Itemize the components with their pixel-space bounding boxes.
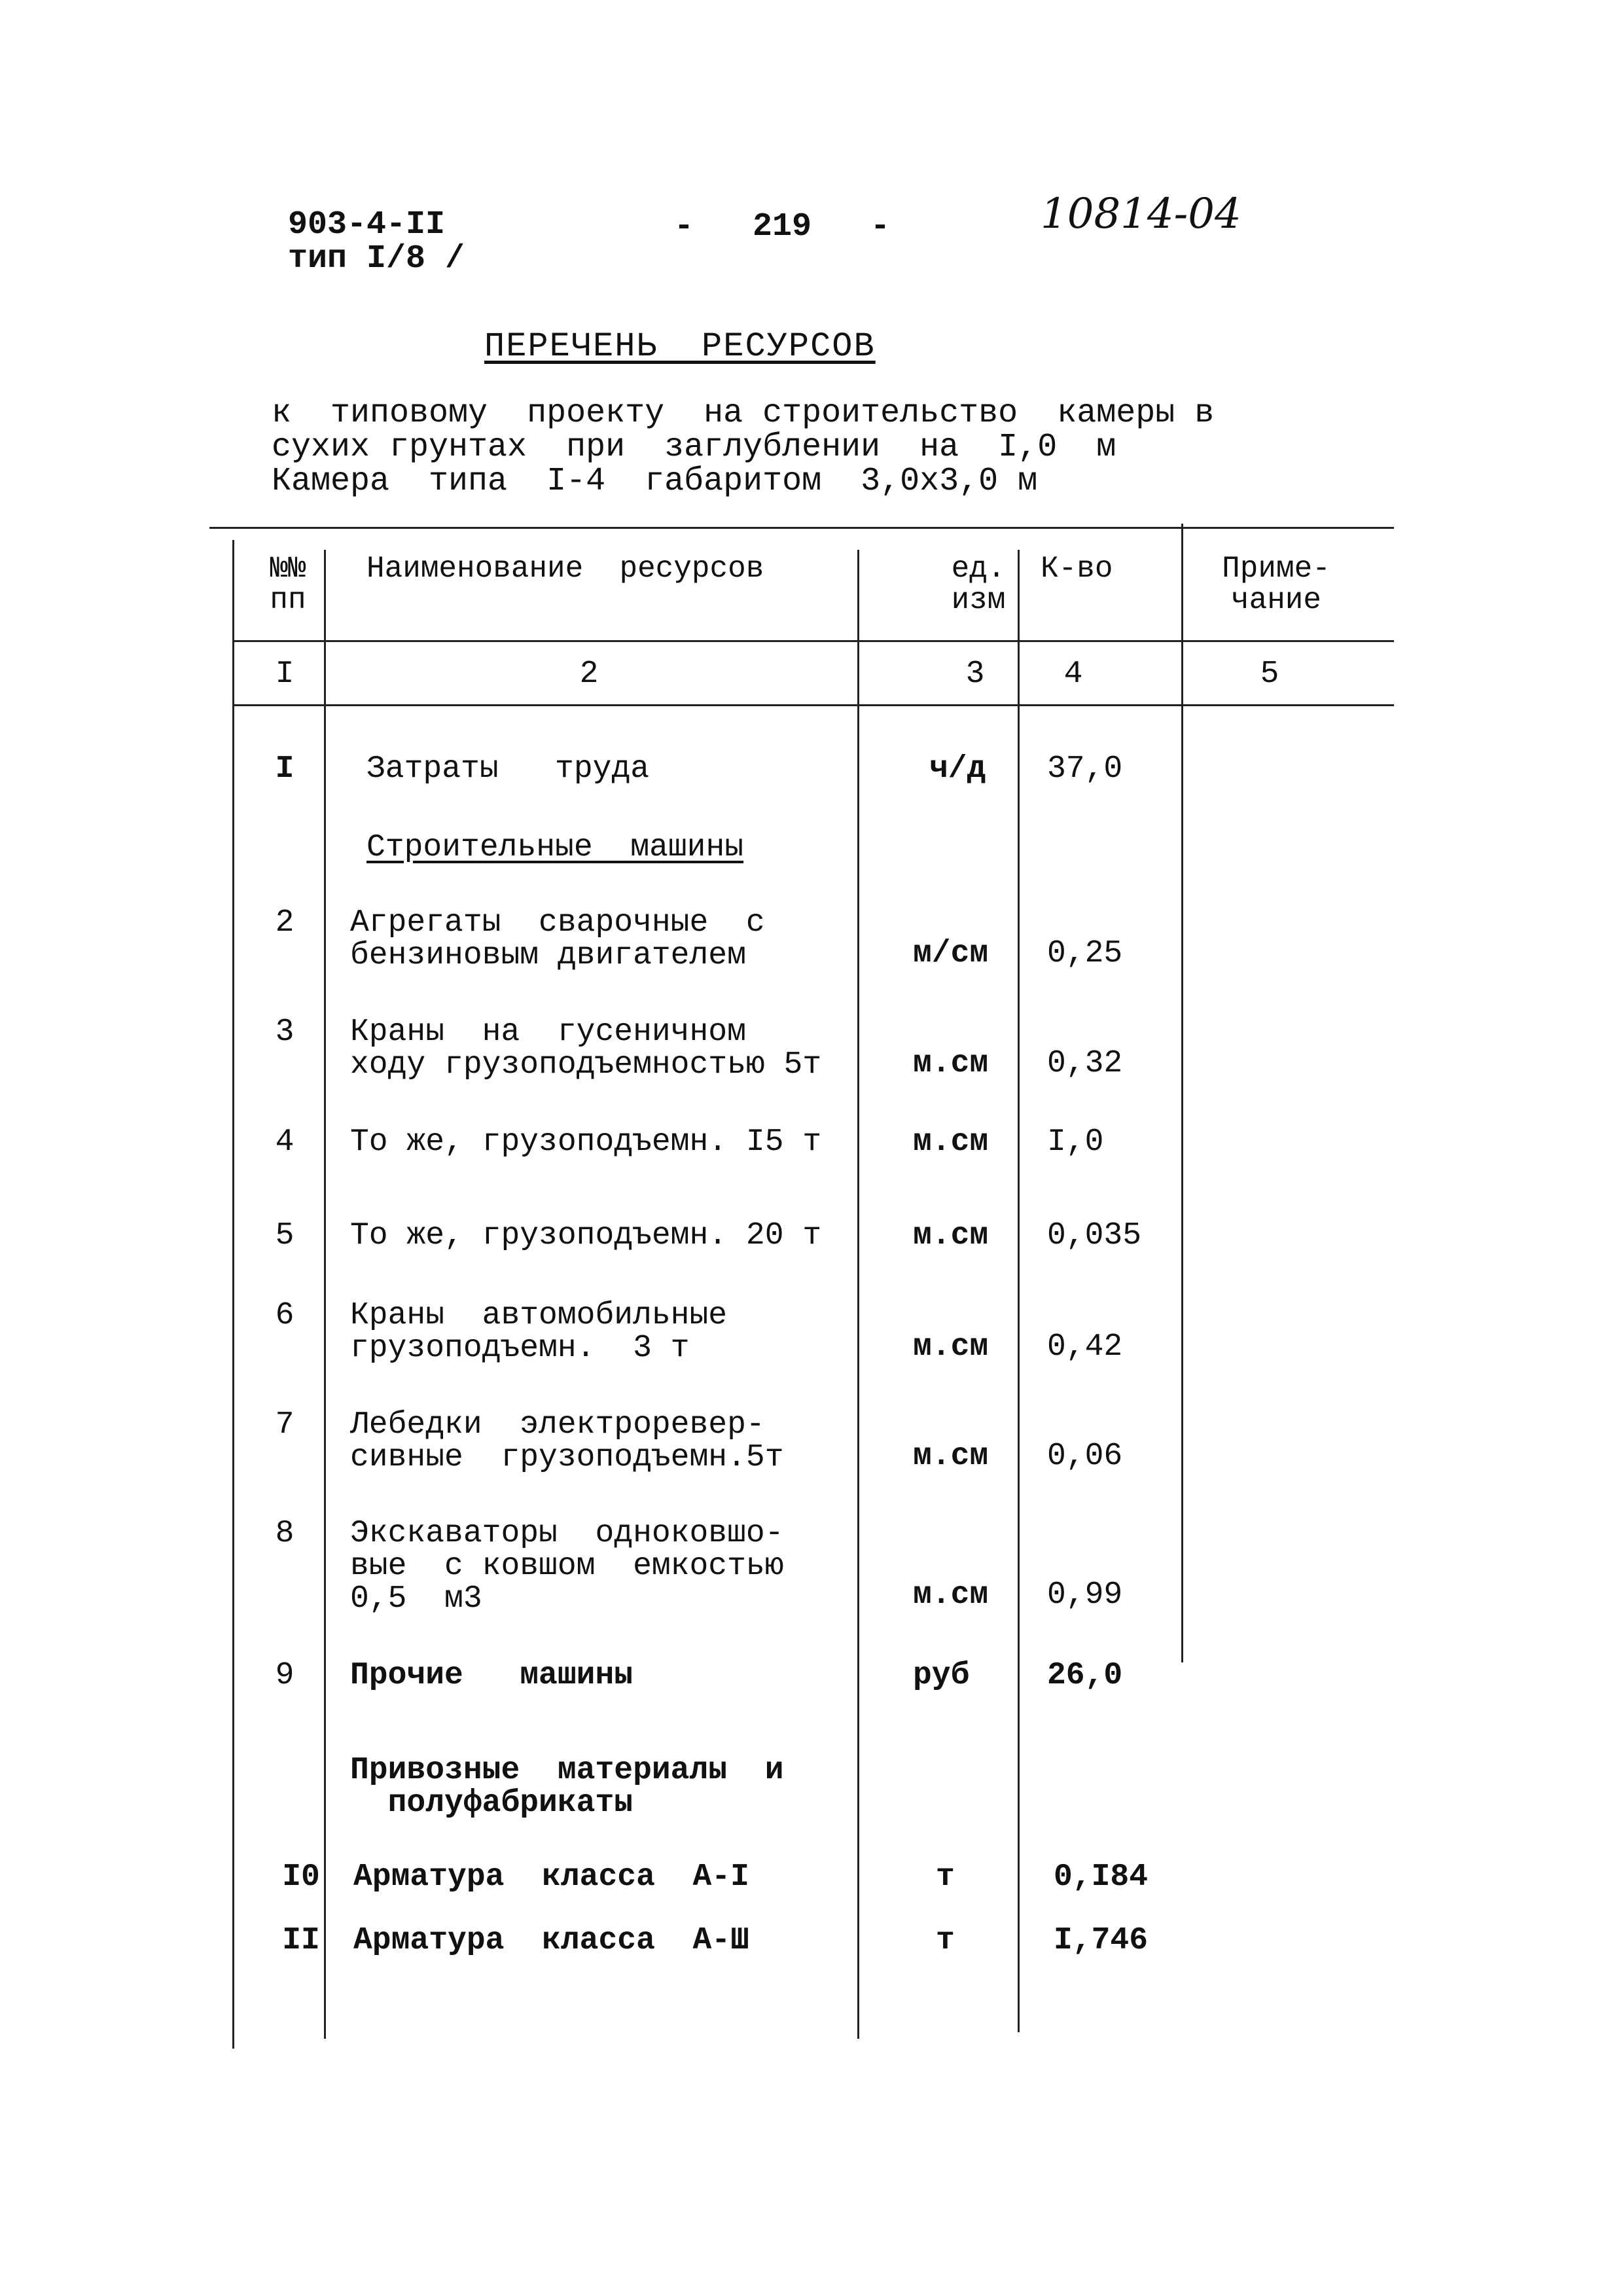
row-11-quantity: I,746 [1054,1923,1149,1958]
column-divider-1 [324,550,326,2039]
row-10-quantity: 0,I84 [1054,1859,1149,1895]
row-4-name: То же, грузоподъемн. I5 т [350,1124,822,1160]
page-number: - 219 - [674,208,891,245]
row-5-number: 5 [275,1218,294,1253]
handwritten-reference: 10814-04 [1041,190,1241,238]
row-1-name: Затраты труда [366,751,650,787]
row-6-name: Краны автомобильные грузоподъемн. 3 т [350,1298,728,1366]
row-8-quantity: 0,99 [1047,1577,1123,1613]
column-number-2: 2 [579,656,599,692]
column-divider-3 [1018,550,1020,2032]
document-code: 903-4-II [288,206,446,243]
row-8-number: 8 [275,1516,294,1551]
row-5-name: То же, грузоподъемн. 20 т [350,1218,822,1253]
row-8-name: Экскаваторы одноковшо- вые с ковшом емкостью 0,5 м3 [350,1516,784,1617]
row-5-quantity: 0,035 [1047,1218,1142,1253]
row-4-unit: м.см [913,1124,989,1160]
row-7-name: Лебедки электроревер- сивные грузоподъемн.5т [350,1407,784,1475]
column-number-5: 5 [1260,656,1279,692]
row-6-unit: м.см [913,1329,989,1365]
page-title: ПЕРЕЧЕНЬ РЕСУРСОВ [484,327,876,366]
row-1-unit: ч/д [929,751,986,787]
row-7-number: 7 [275,1407,294,1443]
row-9-number: 9 [275,1658,294,1693]
row-1-quantity: 37,0 [1047,751,1123,787]
row-3-quantity: 0,32 [1047,1046,1123,1081]
row-9-name: Прочие машины [350,1658,633,1693]
row-2-name: Агрегаты сварочные с бензиновым двигателем [350,905,765,973]
header-note: Приме- чание [1222,552,1330,617]
row-4-number: 4 [275,1124,294,1160]
row-10-name: Арматура класса А-I [353,1859,749,1895]
header-number: №№ пп [270,552,306,617]
row-11-name: Арматура класса А-Ш [353,1923,749,1958]
header-name: Наименование ресурсов [366,552,764,586]
intro-line-3: Камера типа I-4 габаритом 3,0x3,0 м [272,463,1038,500]
row-9-unit: руб [913,1658,970,1693]
row-7-quantity: 0,06 [1047,1439,1123,1474]
section-delivered-materials: Привозные материалы и полуфабрикаты [350,1753,784,1821]
row-3-unit: м.см [913,1046,989,1081]
column-number-1: I [275,656,294,692]
row-4-quantity: I,0 [1047,1124,1104,1160]
document-type: тип I/8 / [288,240,465,278]
row-5-unit: м.см [913,1218,989,1253]
intro-line-2: сухих грунтах при заглублении на I,0 м [272,429,1116,466]
section-construction-machines: Строительные машины [366,830,744,865]
header-unit: ед. изм [951,552,1006,617]
row-10-number: I0 [282,1859,320,1895]
intro-line-1: к типовому проекту на строительство камеры в [272,395,1215,432]
row-2-unit: м/см [913,936,989,971]
row-6-quantity: 0,42 [1047,1329,1123,1365]
table-left-border [232,540,234,2049]
row-3-number: 3 [275,1014,294,1050]
row-6-number: 6 [275,1298,294,1333]
column-number-4: 4 [1063,656,1083,692]
row-7-unit: м.см [913,1439,989,1474]
table-top-rule [209,527,1394,529]
header-rule [232,640,1394,642]
row-11-unit: т [936,1923,955,1958]
row-11-number: II [282,1923,320,1958]
row-1-number: I [275,751,294,787]
column-numbers-rule [232,704,1394,706]
row-2-quantity: 0,25 [1047,936,1123,971]
row-8-unit: м.см [913,1577,989,1613]
row-10-unit: т [936,1859,955,1895]
column-divider-2 [857,550,859,2039]
header-quantity: К-во [1041,552,1113,586]
row-9-quantity: 26,0 [1047,1658,1123,1693]
column-divider-4 [1181,524,1183,1662]
row-3-name: Краны на гусеничном ходу грузоподъемностью 5т [350,1014,822,1083]
column-number-3: 3 [965,656,985,692]
row-2-number: 2 [275,905,294,941]
